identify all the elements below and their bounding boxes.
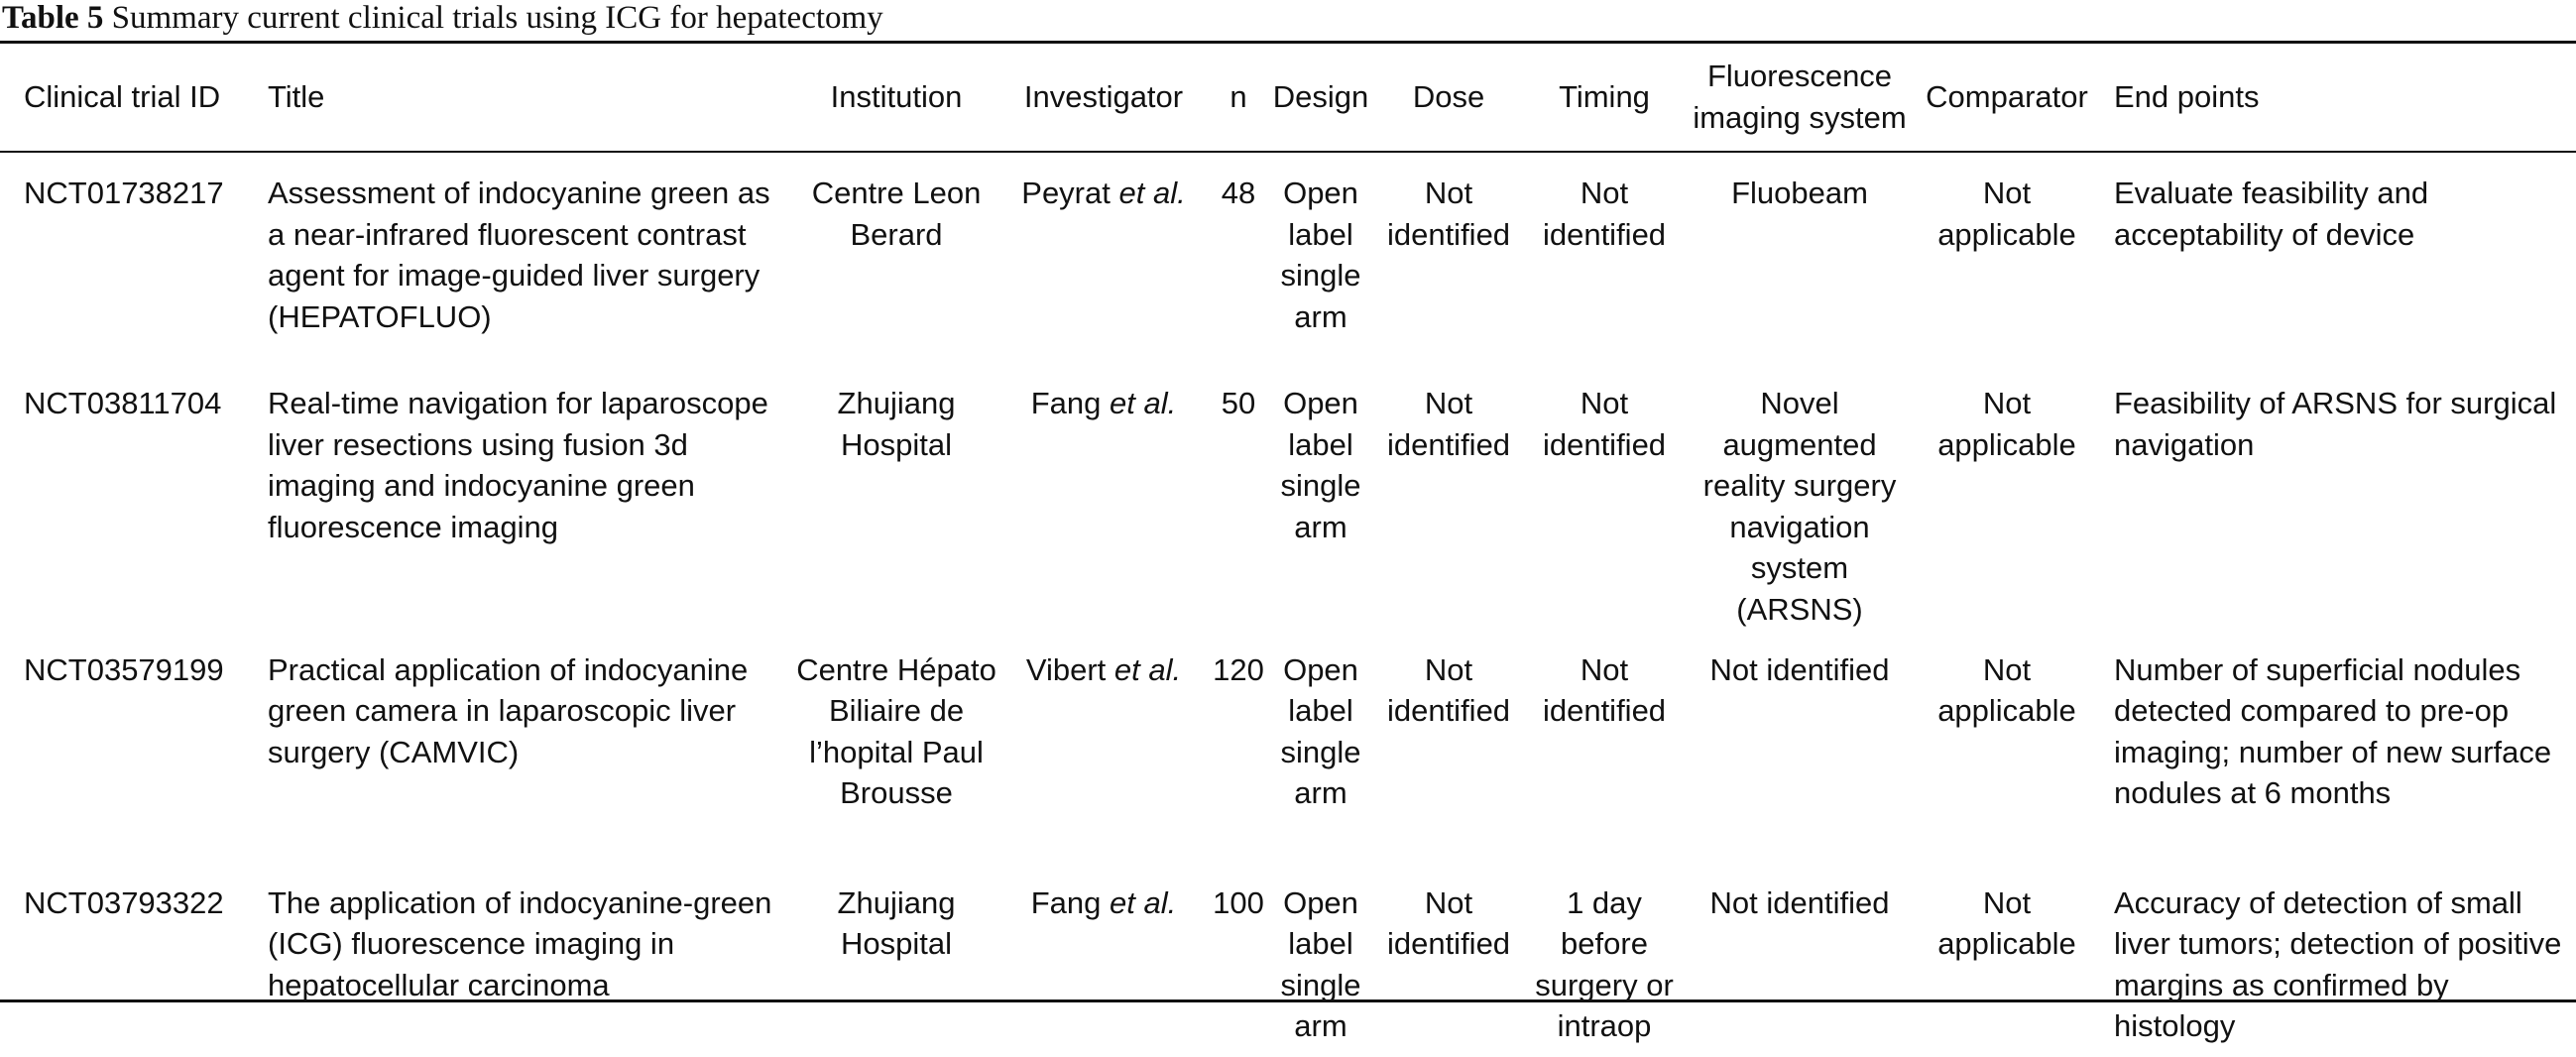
cell-dose: Not identified <box>1386 651 1511 729</box>
table-caption <box>2 0 883 40</box>
cell-institution: Centre Hépato Biliaire de l’hopital Paul Brousse <box>796 651 996 811</box>
header-dose: Dose <box>1412 79 1485 115</box>
cell-end-points: Evaluate feasibility and acceptability of device <box>2114 176 2429 252</box>
cell-design: Open label single arm <box>1280 884 1361 1044</box>
cell-n: 100 <box>1213 884 1264 920</box>
header-n: n <box>1229 79 1247 115</box>
table-row <box>0 631 2576 866</box>
cell-comparator: Not applicable <box>1937 884 2076 962</box>
cell-dose: Not identified <box>1386 386 1511 462</box>
cell-institution: Zhujiang Hospital <box>837 884 956 962</box>
cell-title: The application of indocyanine-green (ICG) fluorescence imaging in hepatocellular carcinoma <box>268 884 772 1002</box>
cell-title: Real-time navigation for laparoscope liver resections using fusion 3d imaging and indocyanine green fluorescence imaging <box>268 386 768 544</box>
header-investigator: Investigator <box>1023 79 1184 115</box>
cell-end-points: Accuracy of detection of small liver tumors; detection of positive margins as confirmed by histology <box>2114 884 2562 1044</box>
cell-timing: Not identified <box>1542 176 1667 252</box>
cell-design: Open label single arm <box>1280 386 1361 544</box>
cell-trial-id: NCT01738217 <box>24 176 224 210</box>
cell-fluorescence: Fluobeam <box>1731 176 1868 210</box>
header-end-points: End points <box>2114 79 2260 115</box>
header-title: Title <box>268 79 325 115</box>
header-row <box>0 44 2576 151</box>
table-row <box>0 151 2576 365</box>
cell-investigator <box>997 631 1210 866</box>
header-trial-id: Clinical trial ID <box>24 79 221 115</box>
cell-investigator <box>997 866 1210 1057</box>
header-timing: Timing <box>1559 79 1650 115</box>
cell-title: Practical application of indocyanine green camera in laparoscopic liver surgery (CAMVIC) <box>268 651 749 769</box>
investigator-etal: et al. <box>1110 884 1177 920</box>
header-comparator: Comparator <box>1926 79 2088 115</box>
cell-end-points: Number of superficial nodules detected compared to pre-op imaging; number of new surface nodules at 6 months <box>2114 651 2552 811</box>
header-design: Design <box>1272 79 1369 115</box>
cell-comparator: Not applicable <box>1937 386 2076 462</box>
cell-comparator: Not applicable <box>1937 651 2076 729</box>
table-caption-text: Summary current clinical trials using ICG for hepatectomy <box>111 0 883 36</box>
investigator-etal: et al. <box>1113 651 1182 687</box>
cell-comparator: Not applicable <box>1937 176 2076 252</box>
cell-investigator <box>997 151 1210 365</box>
cell-timing: 1 day before surgery or intraop <box>1535 884 1674 1044</box>
cell-n: 120 <box>1213 651 1264 687</box>
clinical-trials-table <box>0 44 2576 1057</box>
cell-trial-id: NCT03579199 <box>24 651 224 687</box>
cell-design: Open label single arm <box>1280 176 1361 334</box>
cell-timing: Not identified <box>1542 386 1667 462</box>
header-fluorescence-line2: imaging system <box>1693 100 1907 135</box>
cell-title: Assessment of indocyanine green as a near-infrared fluorescent contrast agent for image-guided liver surgery (HEPATOFLUO) <box>268 176 770 334</box>
cell-investigator <box>997 365 1210 631</box>
investigator-name: Vibert <box>1025 651 1107 687</box>
cell-institution: Centre Leon Berard <box>811 176 982 252</box>
cell-n: 48 <box>1221 176 1256 210</box>
table-body <box>0 151 2576 1057</box>
investigator-etal: et al. <box>1110 386 1177 420</box>
cell-timing: Not identified <box>1542 651 1667 729</box>
cell-trial-id: NCT03793322 <box>24 884 224 920</box>
table-row <box>0 365 2576 631</box>
investigator-name: Fang <box>1030 386 1102 420</box>
investigator-etal: et al. <box>1118 176 1186 210</box>
cell-fluorescence: Not identified <box>1709 884 1890 920</box>
cell-dose: Not identified <box>1386 176 1511 252</box>
cell-fluorescence: Novel augmented reality surgery navigation system (ARSNS) <box>1702 386 1897 627</box>
table-label: Table 5 <box>2 0 104 36</box>
header-institution: Institution <box>830 79 963 115</box>
header-fluorescence <box>1686 44 1914 151</box>
investigator-name: Fang <box>1030 884 1102 920</box>
header-fluorescence-line1: Fluorescence <box>1706 59 1893 94</box>
investigator-name: Peyrat <box>1021 176 1111 210</box>
cell-institution: Zhujiang Hospital <box>837 386 956 462</box>
cell-n: 50 <box>1221 386 1256 420</box>
cell-trial-id: NCT03811704 <box>24 386 222 420</box>
cell-design: Open label single arm <box>1280 651 1361 811</box>
cell-end-points: Feasibility of ARSNS for surgical navigation <box>2114 386 2557 462</box>
table-row <box>0 866 2576 1057</box>
cell-fluorescence: Not identified <box>1709 651 1890 687</box>
cell-dose: Not identified <box>1386 884 1511 962</box>
table-header <box>0 44 2576 151</box>
